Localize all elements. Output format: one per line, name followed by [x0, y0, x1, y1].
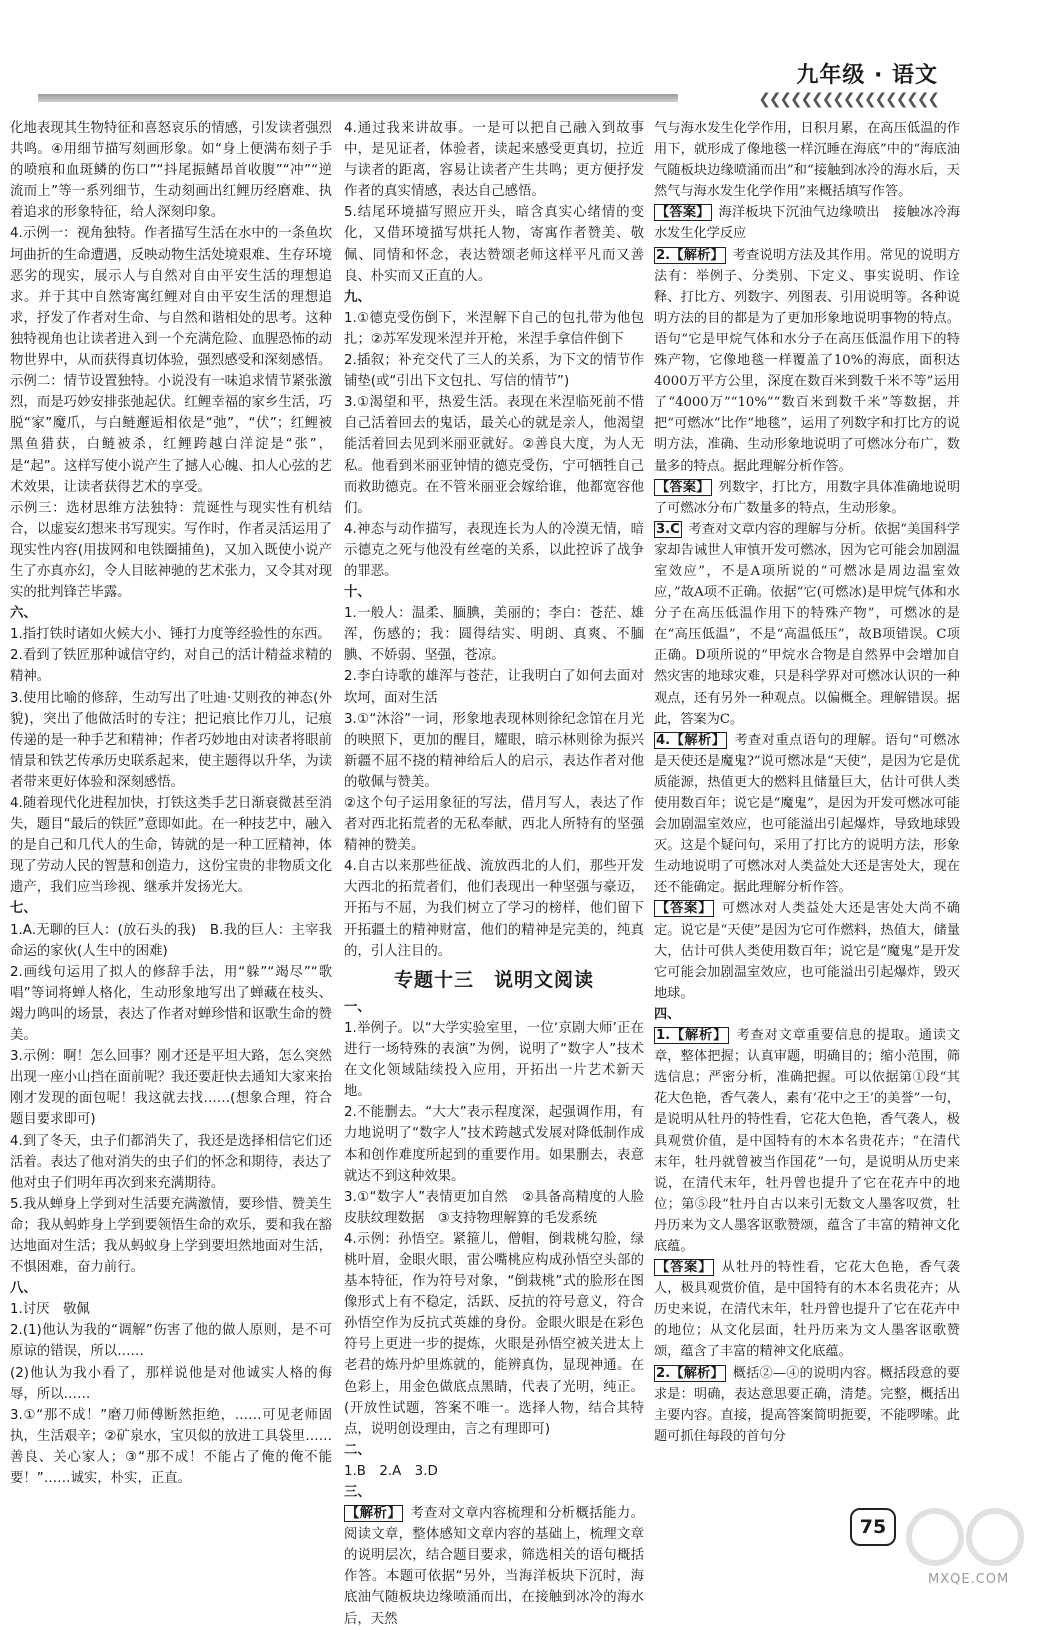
answer-paragraph: 2.李白诗歌的雄浑与苍茫，让我明白了如何去面对坎坷，面对生活 — [344, 669, 644, 706]
section-number: 四、 — [654, 1006, 681, 1022]
answer-paragraph: 1.讨厌 敬佩 — [10, 1302, 90, 1318]
answer-tag: 3.C — [656, 521, 680, 537]
answer-tag: 【答案】 — [656, 205, 710, 221]
answer-paragraph — [654, 1363, 960, 1447]
answer-paragraph: 化地表现其生物特征和喜怒哀乐的情感，引发读者强烈共鸣。④用细节描写刻画形象。如“身上便满布刻子手的喷痕和血斑鳞的伤口”“抖尾振鳍昂首收腹”“冲”“逆流而上”等一系列细节，生动刻画出红鲤历经磨难、执着追求的形象特征，给人深刻印象。 — [10, 121, 332, 221]
answer-paragraph: 示例二：情节设置独特。小说没有一味追求情节紧张激烈，而是巧妙安排张弛起伏。红鲤幸福的家乡生活，巧脱“家”魔爪，与白鲢邂逅相依是“弛”，“伏”；红鲤被黑鱼猎获，白鲢被杀，红鲤跨越白洋淀是“张”，是“起”。这样写使小说产生了撼人心魄、扣人心弦的艺术效果，让读者获得艺术的享受。 — [10, 374, 332, 495]
answer-paragraph: 1.①德克受伤倒下，米涅解下自己的包扎带为他包扎；②苏军发现米涅并开枪，米涅手拿信件倒下 — [344, 310, 644, 347]
page-title: 九年级 · 语文 — [796, 63, 938, 88]
answer-text: 从牡丹的特性看，它花大色艳，香气袭人，极具观赏价值，是中国特有的木本名贵花卉；从历史来说，在清代末年，牡丹曾也提升了它在花卉中的地位；从文化层面，牡丹历来为文人墨客讴歌赞颂，蕴含了丰富的精神文化底蕴。 — [654, 1260, 961, 1360]
answer-paragraph: 2.(1)他认为我的“调解”伤害了他的做人原则，是不可原谅的错误，所以…… — [10, 1323, 332, 1360]
answer-text: 可燃冰对人类益处大还是害处大尚不确定。说它是“天使”是因为它可作燃料，热值大，储量大，估计可供人类使用数百年；说它是“魔鬼”是开发它可能会加剧温室效应，也可能溢出引起爆炸，毁灭地球。 — [654, 901, 961, 1001]
watermark-text: MXQE.COM — [928, 1572, 1010, 1587]
answer-paragraph: 3.使用比喻的修辞，生动写出了吐迪·艾则孜的神态(外貌)，突出了他做活时的专注；把记痕比作刀儿，记痕传递的是一种手艺和精神；作者巧妙地由对读者将眼前情景和铁艺传承历史联系起来，使主题得以升华，为读者带来更好体验和深刻感悟。 — [10, 690, 332, 790]
section-number: 二、 — [344, 1442, 371, 1458]
page-header — [0, 0, 1038, 110]
answer-text: 概括②—④的说明内容。概括段意的要求是：明确，表达意思要正确，清楚。完整，概括出主要内容。直接，提高答案简明扼要，不能啰嗦。此题可抓住每段的首句分 — [654, 1365, 961, 1444]
topic-heading: 专题十三 说明文阅读 — [393, 968, 594, 991]
answer-paragraph — [654, 202, 960, 244]
answer-paragraph: ②这个句子运用象征的写法，借月写人，表达了作者对西北拓荒者的无私奉献，西北人所特有的坚强精神的赞美。 — [344, 796, 644, 854]
answer-tag: 【解析】 — [346, 1506, 402, 1522]
answer-column-right — [654, 118, 960, 1563]
answer-paragraph: 4.到了冬天，虫子们都消失了，我还是选择相信它们还活着。表达了他对消失的虫子们的怀念和期待，表达了他对虫子们明年再次到来充满期待。 — [10, 1133, 332, 1191]
answer-paragraph — [654, 477, 960, 519]
answer-paragraph — [344, 1503, 644, 1630]
answer-paragraph — [654, 245, 960, 477]
answer-paragraph: 4.示例一：视角独特。作者描写生活在水中的一条鱼坎坷曲折的生命遭遇，反映动物生活处境艰难、生存环境恶劣的现实，展示人与自然对自由平安生活的理想追求。并于其中自然寄寓红鲤对自由平安生活的理想追求，抒发了作者对生命、与自然和谐相处的思考。这种独特视角也让读者进入到一个充满危险、血腥恐怖的动物世界中，从而获得真切体验，强烈感受和深刻感悟。 — [10, 226, 332, 369]
answer-paragraph — [654, 1025, 960, 1257]
answer-paragraph: 2.画线句运用了拟人的修辞手法，用“躲”“竭尽”“歌唱”等词将蝉人格化，生动形象地写出了蝉藏在枝头、竭力鸣叫的场景，表达了作者对蝉珍惜和讴歌生命的赞美。 — [10, 964, 332, 1044]
answer-tag: 【答案】 — [656, 901, 713, 917]
answer-text: 考查对文章重要信息的提取。通读文章，整体把握；认真审题，明确目的；缩小范围，筛选信息；严密分析，准确把握。可以依据第①段“其花大色艳，香气袭人，素有‘花中之王’的美誉”一句，是说明从牡丹的特性看，它花大色艳，香气袭人，极具观赏价值，是中国特有的木本名贵花卉；“在清代末年，牡丹就曾被当作国花”一句，是说明从历史来说，在清代末年，牡丹曾也提升了它在花卉中的地位；第⑤段“牡丹自古以来引无数文人墨客叹赏，牡丹历来为文人墨客讴歌赞颂，蕴含了丰富的精神文化底蕴。 — [654, 1028, 961, 1254]
answer-paragraph: 5.我从蝉身上学到对生活要充满激情，要珍惜、赞美生命；我从蚂蚱身上学到要领悟生命的欢乐，要和我在豁达地面对生活；我从蚂蚁身上学到要坦然地面对生活，不惧困难，奋力前行。 — [10, 1196, 332, 1276]
answer-paragraph: 3.①渴望和平，热爱生活。表现在米涅临死前不惜自己活着回去的鬼话，最关心的就是亲人，他渴望能活着回去见到米丽亚就好。②善良大度，为人无私。他看到米丽亚钟情的德克受伤，宁可牺牲自己而救助德克。在不管米丽亚会嫁给谁，他都宽容他们。 — [344, 395, 644, 516]
answer-tag: 2.【解析】 — [656, 1365, 724, 1381]
answer-paragraph — [654, 519, 960, 730]
answer-paragraph — [654, 898, 960, 1003]
answer-tag: 2.【解析】 — [656, 247, 724, 263]
answer-text: 考查说明方法及其作用。常见的说明方法有：举例子、分类别、下定义、事实说明、作诠释、打比方、列数字、列图表、引用说明等。各种说明方法的目的都是为了更加形象地说明事物的特点。语句“它是甲烷气体和水分子在高压低温作用下的特殊产物，它像地毯一样覆盖了10%的海底，面积达4000万平方公里，深度在数百米到数千米不等”运用了“4000万”“10%”“数百米到数千米”等数据，并把“可燃冰”比作“地毯”，运用了列数字和打比方的说明方法，准确、生动形象地说明了可燃冰分布广，数量多的特点。据此理解分析作答。 — [654, 247, 961, 474]
answer-paragraph: 4.神态与动作描写，表现连长为人的冷漠无情，暗示德克之死与他没有丝毫的关系，以此控诉了战争的罪恶。 — [344, 521, 644, 579]
answer-paragraph: (2)他认为我小看了，那样说他是对他诚实人格的侮辱，所以…… — [10, 1365, 332, 1402]
answer-paragraph: 4.自古以来那些征战、流放西北的人们，那些开发大西北的拓荒者们，他们表现出一种坚强与豪迈，开拓与不屈，为我们树立了学习的榜样，他们留下开拓疆土的精神财富，他们的精神是完美的，纯真的，引人注目的。 — [344, 859, 644, 959]
answer-paragraph: 3.示例：啊！怎么回事？刚才还是平坦大路，怎么突然出现一座小山挡在面前呢？我还要赶快去通知大家来抬刚才发现的面包呢！我这就去找……(想象合理，符合题目要求即可) — [10, 1049, 332, 1128]
answer-text: 考查对文章内容梳理和分析概括能力。阅读文章，整体感知文章内容的基础上，梳理文章的说明层次，结合题目要求，筛选相关的语句概括作答。本题可依据“另外，当海洋板块下沉时，海底油气随板块边缘喷涌而出，在接触到冰冷的海水后，天然 — [344, 1506, 644, 1627]
header-chevron-decoration: ❮❮❮❮❮❮❮❮❮❮❮❮❮❮❮❮❮ — [678, 90, 938, 108]
answer-paragraph: 2.不能删去。“大大”表示程度深，起强调作用，有力地说明了“数字人”技术跨越式发展对降低制作成本和创作难度所起到的重要作用。如果删去，表意就达不到这种效果。 — [344, 1105, 644, 1184]
page-number: 75 — [850, 1508, 896, 1546]
answer-paragraph: 1.举例子。以“大学实验室里，一位‘京剧大师’正在进行一场特殊的表演”为例，说明了“数字人”技术在文化领域陆续投入应用，开拓出一片艺术新天地。 — [344, 1020, 644, 1100]
section-number: 三、 — [344, 1485, 371, 1500]
answer-paragraph: 4.通过我来讲故事。一是可以把自己融入到故事中，是见证者，体验者，读起来感受更真切，拉近与读者的距离，容易让读者产生共鸣；更方便抒发作者的真实情感，表达自己感悟。 — [344, 121, 644, 200]
answer-text: 考查对重点语句的理解。语句“可燃冰是天使还是魔鬼?”说可燃冰是“天使”，是因为它是优质能源，热值更大的燃料且储量巨大，估计可供人类使用数百年；说它是“魔鬼”，是因为开发可燃冰可能会加剧温室效应，也可能溢出引起爆炸，导致地球毁灭。这是个疑问句，采用了打比方的说明方法，形象生动地说明了可燃冰对人类益处大还是害处大，现在还不能确定。据此理解分析作答。 — [654, 732, 960, 896]
answer-paragraph: 2.插叙；补充交代了三人的关系，为下文的情节作铺垫(或“引出下文包扎、写信的情节”) — [344, 353, 644, 390]
answer-text: 考查对文章内容的理解与分析。依据“美国科学家却告诫世人审慎开发可燃冰，因为它可能会加剧温室效应”，不是A项所说的“可燃冰是周边温室效应，”故A项不正确。依据“它(可燃冰)是甲烷气体和水分子在高压低温作用下的特殊产物”，可燃冰的是在“高压低温”，不是“高温低压”，故B项错误。C项正确。D项所说的“甲烷水合物是自然界中会增加自然灾害的地球灾难，只是科学界对可燃冰认识的一种观点，还有另外一种观点。以偏概全。理解错误。据此，答案为C。 — [654, 521, 960, 727]
answer-paragraph: 3.①“数字人”表情更加自然 ②具备高精度的人脸皮肤纹理数据 ③支持物理解算的毛发系统 — [344, 1189, 644, 1226]
answer-paragraph: 1.指打铁时诸如火候大小、锤打力度等经验性的东西。 — [10, 627, 331, 643]
answer-paragraph: 4.示例：孙悟空。紧箍儿，僧帽，倒栽桃勾脸，绿桃叶眉，金眼火眼，雷公嘴桃应构成孙悟空头部的基本特征，作为符号对象，“倒栽桃”式的脸形在图像形式上有不稳定，活跃、反抗的符号意义，符合孙悟空作为反抗式英雄的身份。金眼火眼是在彩色符号上更进一步的提炼，火眼是孙悟空被关进太上老君的炼丹炉里炼就的，能辨真伪，显现神通。在色彩上，用金色做底点黑睛，代表了光明，纯正。(开放性试题，答案不唯一。选择人物，结合其特点，说明创设理由，言之有理即可) — [344, 1231, 644, 1437]
answer-paragraph: 4.随着现代化进程加快，打铁这类手艺日渐衰微甚至消失，题目“最后的铁匠”意即如此。在一种技艺中，融入的是自己和几代人的生命，铸就的是一种工匠精神，体现了劳动人民的智慧和创造力，这份宝贵的非物质文化遗产，我们应当珍视、继承并发扬光大。 — [10, 796, 332, 896]
answer-tag: 【答案】 — [656, 1260, 713, 1276]
answer-text: 列数字，打比方，用数字具体准确地说明了可燃冰分布广数量多的特点，生动形象。 — [654, 479, 961, 516]
answer-paragraph — [654, 730, 960, 899]
answer-paragraph: 气与海水发生化学作用，日积月累，在高压低温的作用下，就形成了像地毯一样沉睡在海底”中的“海底油气随板块边缘喷涌而出”和“接触到冰冷的海水后，天然气与海水发生化学作用”来概括填写作答。 — [654, 121, 960, 200]
answer-tag: 1.【解析】 — [656, 1028, 728, 1044]
section-number: 八、 — [10, 1281, 37, 1297]
answer-paragraph: 1.B 2.A 3.D — [344, 1463, 438, 1479]
answer-paragraph: 5.结尾环境描写照应开头，暗含真实心绪情的变化，又借环境描写烘托人物，寄寓作者赞美、敬佩、同情和怀念，表达赞颂老师这样平凡而又善良、朴实而又正直的人。 — [344, 205, 644, 284]
answer-paragraph: 1.一般人：温柔、腼腆，美丽的；李白：苍茫、雄浑，伤感的；我：圆得结实、明朗、真爽、不腼腆、不娇弱、坚强，苍凉。 — [344, 606, 644, 664]
answer-paragraph: 2.看到了铁匠那种诚信守约，对自己的活计精益求精的精神。 — [10, 648, 332, 685]
answer-paragraph — [654, 1257, 960, 1362]
answer-text: 海洋板块下沉油气边缘喷出 接触冰冷海水发生化学反应 — [654, 205, 961, 242]
answer-tag: 4.【解析】 — [656, 732, 726, 748]
answer-column-left — [10, 118, 332, 1563]
section-number: 七、 — [10, 901, 37, 917]
answer-column-middle — [344, 118, 644, 1627]
answer-paragraph: 示例三：选材思维方法独特：荒诞性与现实性有机结合，以虚妄幻想来书写现实。写作时，作者灵活运用了现实性内容(用拔网和电铁圈捕鱼)，又加入既使小说产生了亦真亦幻，令人目眩神驰的艺术张力，又令其对现实的批判锋芒毕露。 — [10, 500, 332, 601]
section-number: 一、 — [344, 999, 371, 1015]
answer-paragraph: 1.A.无聊的巨人：(放石头的我) B.我的巨人：主宰我命运的家伙(人生中的困难) — [10, 922, 332, 959]
section-number: 六、 — [10, 606, 37, 622]
section-number: 九、 — [344, 289, 371, 305]
section-number: 十、 — [344, 585, 371, 601]
answer-paragraph: 3.①“沐浴”一词，形象地表现林则徐纪念馆在月光的映照下，更加的醒目，耀眼，暗示林则徐为振兴新疆不屈不挠的精神给后人的启示，表达作者对他的敬佩与赞美。 — [344, 711, 644, 790]
answer-paragraph: 3.①“那不成！”磨刀师傅断然拒绝，……可见老师固执，生活艰辛；②矿泉水，宝贝似的放进工具袋里……善良、关心家人；③“那不成！不能占了俺的俺不能要！”……诚实，朴实，正直。 — [10, 1407, 332, 1486]
answer-tag: 【答案】 — [656, 479, 710, 495]
